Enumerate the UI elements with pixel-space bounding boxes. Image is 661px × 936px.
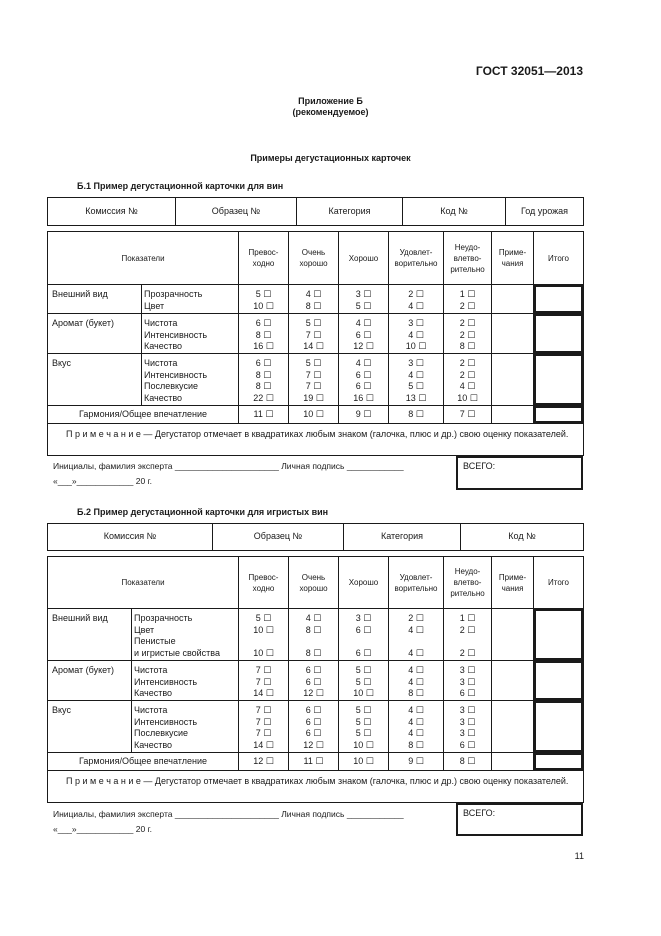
- b2-sample: Образец №: [213, 524, 344, 551]
- notes-cell[interactable]: [492, 753, 534, 771]
- b2-head-notes: Приме- чания: [492, 557, 534, 609]
- total-box[interactable]: [534, 609, 583, 660]
- b2-commission: Комиссия №: [48, 524, 213, 551]
- b2-expert-line[interactable]: Инициалы, фамилия эксперта ______________________ Личная подпись ____________: [53, 809, 404, 819]
- b1-head-indicators: Показатели: [48, 232, 239, 285]
- total-box[interactable]: [534, 661, 583, 700]
- notes-cell[interactable]: [492, 701, 534, 753]
- group-name: Аромат (букет): [48, 661, 132, 701]
- total-box[interactable]: [534, 314, 583, 353]
- total-box[interactable]: [534, 285, 583, 313]
- b1-expert-line[interactable]: Инициалы, фамилия эксперта ______________________ Личная подпись ____________: [53, 461, 404, 471]
- b1-year: Год урожая: [506, 198, 584, 226]
- harmony-label: Гармония/Общее впечатление: [48, 753, 239, 771]
- notes-cell[interactable]: [492, 285, 534, 314]
- appendix-title: Приложение Б: [298, 96, 363, 106]
- b2-head-excellent: Превос- ходно: [239, 557, 289, 609]
- table-row: Аромат (букет) Чистота Интенсивность Качество 6 ☐ 8 ☐ 16 ☐ 5 ☐ 7 ☐ 14 ☐ 4 ☐ 6 ☐ 12 ☐ 3 ☐ 4 ☐ 10 ☐ 2 ☐ 2 ☐ 8 ☐: [48, 314, 584, 354]
- notes-cell[interactable]: [492, 314, 534, 354]
- b1-category: Категория: [297, 198, 403, 226]
- b2-score-table: [47, 556, 584, 803]
- standard-number: ГОСТ 32051—2013: [475, 64, 583, 78]
- notes-cell[interactable]: [492, 354, 534, 406]
- b1-date-line[interactable]: «___»____________ 20 г.: [53, 476, 152, 486]
- table-row: Внешний вид Прозрачность Цвет Пенистые и игристые свойства 5 ☐ 10 ☐ 10 ☐ 4 ☐ 8 ☐ 8 ☐ 3 ☐ 6 ☐ 6 ☐ 2 ☐ 4 ☐ 4 ☐ 1 ☐ 2 ☐ 2 ☐: [48, 609, 584, 661]
- b1-head-excellent: Превос- ходно: [239, 232, 289, 285]
- total-box[interactable]: [534, 354, 583, 405]
- table-row: Внешний вид Прозрачность Цвет 5 ☐ 10 ☐ 4 ☐ 8 ☐ 3 ☐ 5 ☐ 2 ☐ 4 ☐ 1 ☐ 2 ☐: [48, 285, 584, 314]
- b1-head-very-good: Очень хорошо: [289, 232, 339, 285]
- table-row: Вкус Чистота Интенсивность Послевкусие Качество 7 ☐ 7 ☐ 7 ☐ 14 ☐ 6 ☐ 6 ☐ 6 ☐ 12 ☐ 5 ☐ 5 ☐ 5 ☐ 10 ☐ 4 ☐ 4 ☐ 4 ☐ 8 ☐ 3 ☐ 3 ☐ 3 ☐ 6 ☐: [48, 701, 584, 753]
- notes-cell[interactable]: [492, 661, 534, 701]
- section-title: Примеры дегустационных карточек: [250, 153, 411, 163]
- b2-head-indicators: Показатели: [48, 557, 239, 609]
- b2-head-satisfactory: Удовлет- ворительно: [389, 557, 444, 609]
- b2-title: Б.2 Пример дегустационной карточки для игристых вин: [77, 507, 329, 517]
- b1-head-good: Хорошо: [339, 232, 389, 285]
- b2-category: Категория: [344, 524, 461, 551]
- b1-commission: Комиссия №: [48, 198, 176, 226]
- appendix-subtitle: (рекомендуемое): [292, 107, 369, 117]
- b1-head-satisfactory: Удовлет- ворительно: [389, 232, 444, 285]
- b1-score-table: [47, 231, 584, 456]
- b1-title: Б.1 Пример дегустационной карточки для вин: [77, 181, 284, 191]
- b1-note: П р и м е ч а н и е — Дегустатор отмечает в квадратиках любым знаком (галочка, плюс и др.) свою оценку показателей.: [48, 424, 584, 456]
- b1-head-total: Итого: [534, 232, 584, 285]
- table-row: Аромат (букет) Чистота Интенсивность Качество 7 ☐ 7 ☐ 14 ☐ 6 ☐ 6 ☐ 12 ☐ 5 ☐ 5 ☐ 10 ☐ 4 ☐ 4 ☐ 8 ☐ 3 ☐ 3 ☐ 6 ☐: [48, 661, 584, 701]
- b2-head-very-good: Очень хорошо: [289, 557, 339, 609]
- b1-top-table: [47, 197, 584, 226]
- b2-head-unsatisfactory: Неудо- влетво- рительно: [444, 557, 492, 609]
- b1-code: Код №: [403, 198, 506, 226]
- harmony-row: Гармония/Общее впечатление 12 ☐ 11 ☐ 10 ☐ 9 ☐ 8 ☐: [48, 753, 584, 771]
- group-name: Вкус: [48, 701, 132, 753]
- total-box[interactable]: [534, 701, 583, 752]
- page-number: 11: [574, 851, 584, 861]
- group-name: Внешний вид: [48, 609, 132, 661]
- b1-head-notes: Приме- чания: [492, 232, 534, 285]
- b2-code: Код №: [461, 524, 584, 551]
- harmony-label: Гармония/Общее впечатление: [48, 406, 239, 424]
- b2-total-box[interactable]: ВСЕГО:: [456, 803, 583, 836]
- notes-cell[interactable]: [492, 609, 534, 661]
- total-box[interactable]: [534, 406, 583, 423]
- b1-sample: Образец №: [176, 198, 297, 226]
- group-name: Аромат (букет): [48, 314, 142, 354]
- total-box[interactable]: [534, 753, 583, 770]
- harmony-row: Гармония/Общее впечатление 11 ☐ 10 ☐ 9 ☐ 8 ☐ 7 ☐: [48, 406, 584, 424]
- b2-head-good: Хорошо: [339, 557, 389, 609]
- group-name: Вкус: [48, 354, 142, 406]
- b2-head-total: Итого: [534, 557, 584, 609]
- b1-total-box[interactable]: ВСЕГО:: [456, 456, 583, 490]
- b2-top-table: [47, 523, 584, 551]
- b2-note: П р и м е ч а н и е — Дегустатор отмечает в квадратиках любым знаком (галочка, плюс и др.) свою оценку показателей.: [48, 771, 584, 803]
- b1-head-unsatisfactory: Неудо- влетво- рительно: [444, 232, 492, 285]
- group-name: Внешний вид: [48, 285, 142, 314]
- notes-cell[interactable]: [492, 406, 534, 424]
- table-row: Вкус Чистота Интенсивность Послевкусие Качество 6 ☐ 8 ☐ 8 ☐ 22 ☐ 5 ☐ 7 ☐ 7 ☐ 19 ☐ 4 ☐ 6 ☐ 6 ☐ 16 ☐ 3 ☐ 4 ☐ 5 ☐ 13 ☐ 2 ☐ 2 ☐ 4 ☐ 10 ☐: [48, 354, 584, 406]
- b2-date-line[interactable]: «___»____________ 20 г.: [53, 824, 152, 834]
